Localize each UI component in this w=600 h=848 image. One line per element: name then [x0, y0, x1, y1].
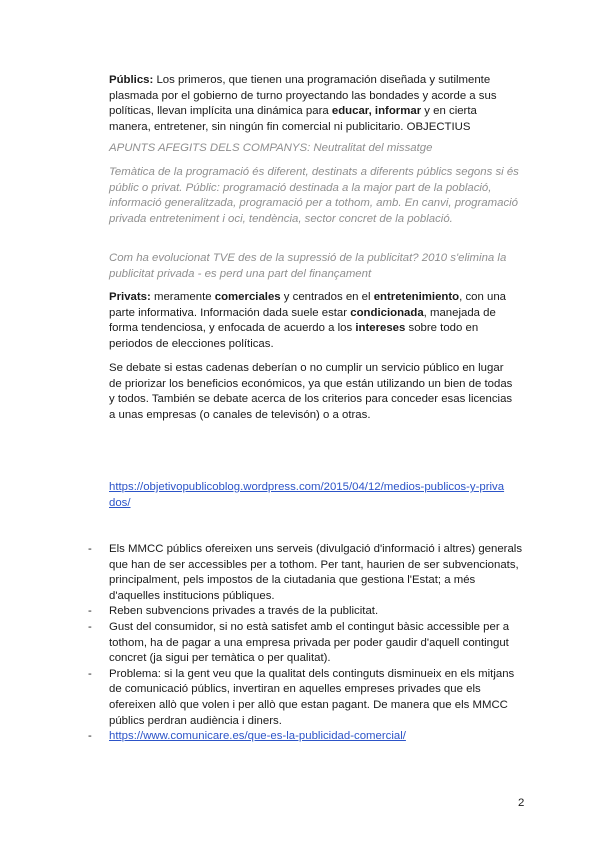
- bullet-list: [88, 542, 528, 745]
- text-span: , manejada de forma tendenciosa, y enfocada de acuerdo a los: [109, 306, 496, 335]
- dash-bullet: -: [88, 605, 92, 618]
- source-link-objetivopublico[interactable]: https://objetivopublicoblog.wordpress.com/2015/04/12/medios-publicos-y-privados/: [109, 481, 505, 509]
- text-span: , con una parte informativa. Información dada suele estar: [109, 291, 507, 319]
- list-item: [88, 667, 528, 729]
- list-item: [88, 620, 528, 667]
- paragraph-publics: [109, 73, 519, 135]
- note-tve: Com ha evolucionat TVE des de la supressió de la publicitat? 2010 s'elimina la publicitat privada - es perd una part del finançament: [109, 252, 507, 280]
- emphasis-entretenimiento: entretenimiento: [373, 291, 460, 303]
- list-item: [88, 729, 528, 745]
- note-tematica: Temàtica de la programació és diferent, destinats a diferents públics segons si és públic o privat. Públic: programació destinada a la major part de la població, informació generalitzada, programació per a tothom, amb. En canvi, programació privada entreteniment i oci, tendència, sector concret de la població.: [109, 166, 519, 225]
- term-publics: Públics:: [109, 74, 154, 86]
- list-item: [88, 542, 528, 604]
- dash-bullet: -: [88, 667, 92, 680]
- dash-bullet: -: [88, 620, 92, 633]
- list-item-text: Gust del consumidor, si no està satisfet amb el contingut bàsic accessible per a tothom, ha de pagar a una empresa privada per poder gaudir d'aquell contingut concret (ja sigui per temàtica o per qualitat).: [109, 620, 510, 665]
- page-number: 2: [518, 797, 525, 809]
- dash-bullet: -: [88, 543, 92, 555]
- emphasis-comerciales: comerciales: [214, 291, 281, 303]
- note-apunts: APUNTS AFEGITS DELS COMPANYS: Neutralitat del missatge: [109, 142, 433, 154]
- source-link-comunicare[interactable]: https://www.comunicare.es/que-es-la-publicidad-comercial/: [109, 730, 406, 743]
- emphasis-educar-informar: educar, informar: [331, 105, 422, 118]
- emphasis-intereses: intereses: [355, 322, 406, 335]
- list-item-text: Els MMCC públics ofereixen uns serveis (divulgació d'informació i altres) generals que han de ser accessibles per a tothom. Per tant, haurien de ser subvencionats, principalment, pels impostos de la ciutadania que gestiona l'Estat; a més d'aquelles institucions públiques.: [109, 543, 523, 602]
- paragraph-privats: [109, 290, 519, 352]
- term-privats: Privats:: [109, 291, 151, 303]
- text-span: meramente: [150, 291, 215, 303]
- emphasis-condicionada: condicionada: [350, 306, 424, 319]
- list-item-text: Reben subvencions privades a través de la publicitat.: [109, 605, 379, 618]
- paragraph-debate: Se debate si estas cadenas deberían o no cumplir un servicio público en lugar de priorizar los beneficios económicos, ya que están utilizando un bien de todas y todos. También se debate acerca de los criterios para conceder esas licencias a unas empresas (o canales de televisón) o a otras.: [109, 362, 513, 421]
- text-span: sobre todo en periodos de elecciones políticas.: [109, 322, 479, 350]
- list-item: [88, 604, 528, 620]
- source-link-paragraph: [109, 480, 509, 511]
- dash-bullet: -: [88, 730, 92, 743]
- text-span: Los primeros, que tienen una programación diseñada y sutilmente plasmada por el gobierno de turno proyectando las bondades y acorde a sus políticas, llevan implícita una dinámica para: [109, 74, 497, 118]
- text-span: y centrados en el: [280, 291, 374, 303]
- text-span: y en cierta manera, entretener, sin ningún fin comercial ni publicitario. OBJECTIUS: [109, 105, 477, 133]
- list-item-text: Problema: si la gent veu que la qualitat dels continguts disminueix en els mitjans de comunicació públics, invertiran en aquelles empreses privades que els ofereixen allò que volen i per allò que estan pagant. De manera que els MMCC públics perdran audiència i diners.: [109, 667, 515, 727]
